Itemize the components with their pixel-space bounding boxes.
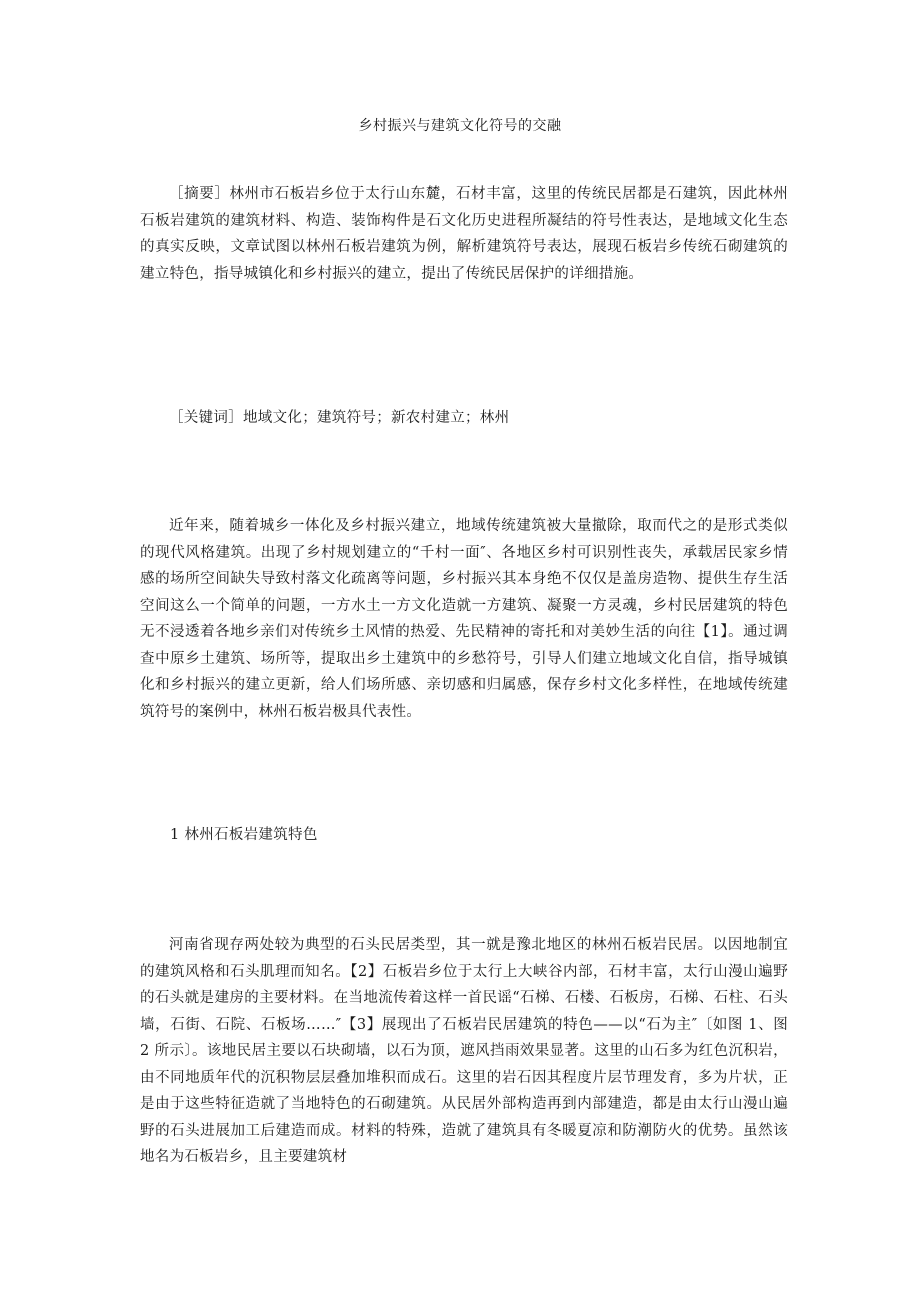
section-paragraph: 河南省现存两处较为典型的石头民居类型，其一就是豫北地区的林州石板岩民居。以因地制宜的建筑风格和石头肌理而知名。【2】石板岩乡位于太行上大峡谷内部，石材丰富，太行山漫山遍野的石头就是建房的主要材料。在当地流传着这样一首民谣“石梯、石楼、石板房，石梯、石柱、石头墙，石街、石院、石板场……″【3】展现出了石板岩民居建筑的特色——以“石为主″〔如图 1、图 2 所示〕。该地民居主要以石块砌墙，以石为顶，遮风挡雨效果显著。这里的山石多为红色沉积岩，由不同地质年代的沉积物层层叠加堆积而成石。这里的岩石因其程度片层节理发育，多为片状，正是由于这些特征造就了当地特色的石砌建筑。从民居外部构造再到内部建造，都是由太行山漫山遍野的石头进展加工后建造而成。材料的特殊，造就了建筑具有冬暖夏凉和防潮防火的优势。虽然该地名为石板岩乡，且主要建筑材	[140, 937, 788, 1165]
section-heading: 1 林州石板岩建筑特色	[170, 827, 318, 843]
keywords-paragraph: ［关键词］地域文化；建筑符号；新农村建立；林州	[169, 410, 510, 426]
abstract-paragraph: ［摘要］林州市石板岩乡位于太行山东麓，石材丰富，这里的传统民居都是石建筑，因此林州石板岩建筑的建筑材料、构造、装饰构件是石文化历史进程所凝结的符号性表达，是地域文化生态的真实反映，文章试图以林州石板岩建筑为例，解析建筑符号表达，展现石板岩乡传统石砌建筑的建立特色，指导城镇化和乡村振兴的建立，提出了传统民居保护的详细措施。	[140, 186, 788, 282]
intro-paragraph: 近年来，随着城乡一体化及乡村振兴建立，地域传统建筑被大量撤除，取而代之的是形式类似的现代风格建筑。出现了乡村规划建立的“千村一面″、各地区乡村可识别性丧失，承载居民家乡情感的场所空间缺失导致村落文化疏离等问题，乡村振兴其本身绝不仅仅是盖房造物、提供生存生活空间这么一个简单的问题，一方水土一方文化造就一方建筑、凝聚一方灵魂，乡村民居建筑的特色无不浸透着各地乡亲们对传统乡土风情的热爱、先民精神的寄托和对美妙生活的向往【1】。通过调查中原乡土建筑、场所等，提取出乡土建筑中的乡愁符号，引导人们建立地域文化自信，指导城镇化和乡村振兴的建立更新，给人们场所感、亲切感和归属感，保存乡村文化多样性，在地域传统建筑符号的案例中，林州石板岩极具代表性。	[140, 518, 788, 720]
document-title: 乡村振兴与建筑文化符号的交融	[358, 118, 562, 134]
